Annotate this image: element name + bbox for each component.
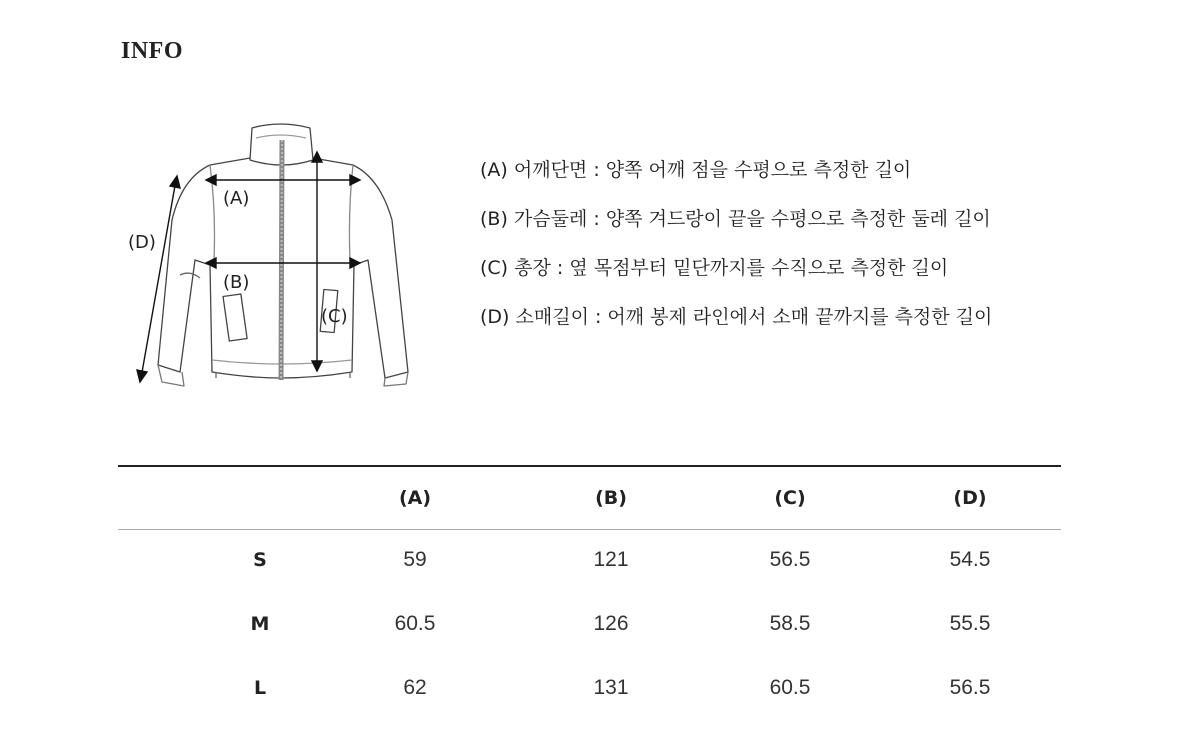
legend-text: 총장 : 옆 목점부터 밑단까지를 수직으로 측정한 길이 (514, 257, 949, 279)
header-d: (D) (953, 487, 987, 509)
jacket-body-left (158, 158, 280, 378)
legend-text: 가슴둘레 : 양쪽 겨드랑이 끝을 수평으로 측정한 둘레 길이 (513, 208, 991, 230)
legend-text: 어깨단면 : 양쪽 어깨 점을 수평으로 측정한 길이 (513, 159, 912, 181)
table-cell: 56.5 (769, 548, 811, 571)
legend-item (480, 256, 992, 280)
label-b: (B) (223, 272, 250, 293)
label-d: (D) (128, 232, 156, 253)
size-label: L (253, 677, 267, 699)
table-cell: 56.5 (949, 676, 991, 699)
legend-item (480, 158, 992, 182)
table-cell: 54.5 (949, 548, 991, 571)
table-cell: 58.5 (769, 612, 811, 635)
jacket-body-right (280, 158, 408, 378)
table-cell: 131 (593, 676, 629, 699)
legend-item (480, 305, 992, 329)
table-cell: 55.5 (949, 612, 991, 635)
table-cell: 62 (403, 676, 427, 699)
label-a: (A) (223, 188, 250, 209)
legend-key: (B) (480, 208, 508, 230)
measurement-legend (480, 158, 992, 354)
table-top-rule (118, 465, 1061, 467)
table-cell: 126 (593, 612, 629, 635)
table-cell: 60.5 (394, 612, 436, 635)
header-a: (A) (398, 487, 432, 509)
legend-item (480, 207, 992, 231)
table-cell: 59 (403, 548, 427, 571)
table-cell: 121 (593, 548, 629, 571)
legend-key: (A) (480, 159, 508, 181)
jacket-measurement-diagram (110, 110, 440, 410)
table-header-rule (118, 529, 1061, 530)
size-label: S (253, 549, 267, 571)
legend-key: (D) (480, 306, 510, 328)
right-cuff (384, 372, 408, 386)
header-c: (C) (774, 487, 806, 509)
page-title: INFO (121, 38, 183, 64)
size-label: M (250, 613, 270, 635)
table-cell: 60.5 (769, 676, 811, 699)
left-pocket (223, 294, 247, 341)
legend-text: 소매길이 : 어깨 봉제 라인에서 소매 끝까지를 측정한 길이 (515, 306, 993, 328)
header-b: (B) (595, 487, 627, 509)
label-c: (C) (321, 306, 348, 327)
legend-key: (C) (480, 257, 509, 279)
